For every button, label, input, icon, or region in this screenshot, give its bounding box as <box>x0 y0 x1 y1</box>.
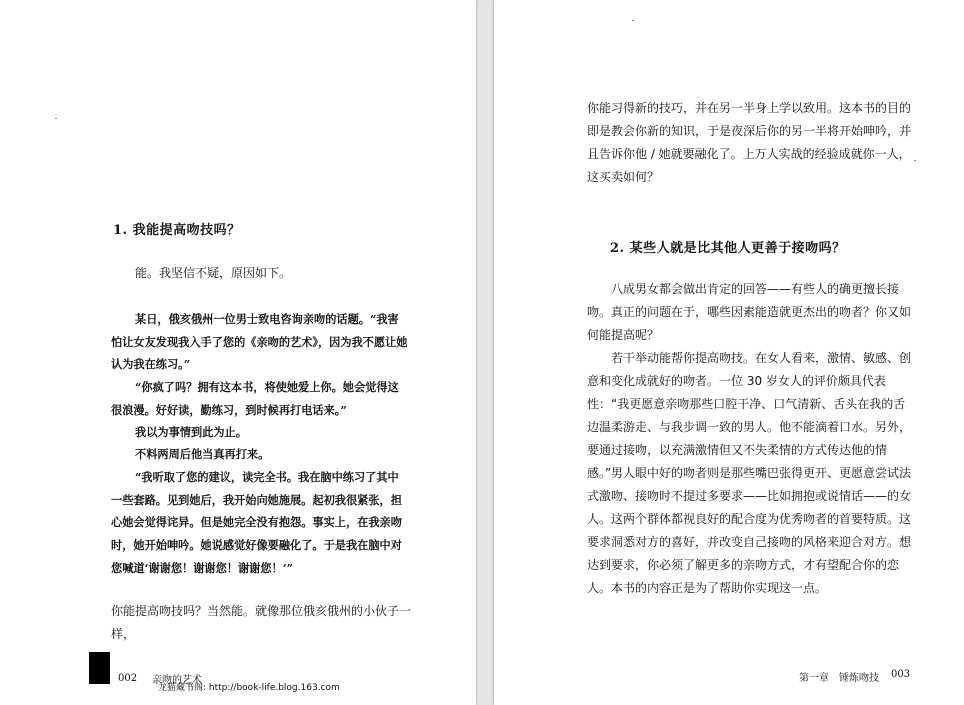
scan-speck <box>55 118 57 119</box>
page-edge-tab <box>89 652 110 684</box>
chapter-title: 第一章 锤炼吻技 <box>799 673 879 684</box>
page-number: 002 <box>118 673 138 684</box>
scan-speck <box>914 160 916 161</box>
scan-speck <box>632 20 634 21</box>
left-page <box>0 0 476 705</box>
closing-paragraph: 你能提高吻技吗？当然能。就像那位俄亥俄州的小伙子一样， <box>111 604 412 641</box>
section-heading-2: 2. 某些人就是比其他人更善于接吻吗？ <box>610 241 846 256</box>
source-watermark: 龙猫藏书阁: http://book-life.blog.163.com <box>158 683 340 693</box>
quote-paragraph: 不料两周后他当真再打来。 <box>135 447 270 461</box>
body-paragraph: 八成男女都会做出肯定的回答——有些人的确更擅长接吻。真正的问题在于，哪些因素能造就更杰出的吻者？你又如何能提高呢？ <box>587 282 912 342</box>
page-number: 003 <box>891 669 911 680</box>
right-page <box>494 0 964 705</box>
quote-paragraph: 某日，俄亥俄州一位男士致电咨询亲吻的话题。“我害怕让女友发现我入手了您的《亲吻的艺术》，因为我不愿让她认为我在练习。” <box>111 312 408 372</box>
book-title: 亲吻的艺术 <box>152 675 202 686</box>
continuation-paragraph: 你能习得新的技巧，并在另一半身上学以致用。这本书的目的即是教会你新的知识，于是夜深后你的另一半将开始呻吟，并且告诉你他 / 她就要融化了。上万人实战的经验成就你一人，这买卖如何？ <box>587 101 912 184</box>
intro-paragraph: 能。我坚信不疑，原因如下。 <box>135 266 292 280</box>
body-paragraph: 男人眼中好的吻者则是那些嘴巴张得更开、更愿意尝试法式激吻、接吻时不提过多要求——比如拥抱或说情话——的女人。 <box>587 466 912 526</box>
quote-paragraph: “你疯了吗？拥有这本书，将使她爱上你。她会觉得这很浪漫。好好读，勤练习，到时候再打电话来。” <box>111 380 399 417</box>
section-heading-1: 1. 我能提高吻技吗？ <box>113 223 241 238</box>
body-paragraph: 这两个群体都视良好的配合度为优秀吻者的首要特质。这要求洞悉对方的喜好，并改变自己接吻的风格来迎合对方。想达到要求，你必须了解更多的亲吻方式，才有望配合你的恋人。本书的内容正是为了帮助你实现这一点。 <box>587 512 912 595</box>
body-paragraph: 若干举动能帮你提高吻技。在女人看来，激情、敏感、创意和变化成就好的吻者。一位 30 岁女人的评价颇具代表性：“我更愿意亲吻那些口腔干净、口气清新、舌头在我的舌边温柔游走、与我步调一致的男人。他不能滴着口水。另外，要通过接吻，以充满激情但又不失柔情的方式传达他的情感。” <box>587 351 912 480</box>
quote-paragraph: 我以为事情到此为止。 <box>135 425 247 439</box>
quote-paragraph: “我听取了您的建议，读完全书。我在脑中练习了其中一些套路。见到她后，我开始向她施展。起初我很紧张，担心她会觉得诧异。但是她完全没有抱怨。事实上，在我亲吻时，她开始呻吟。她说感觉好像要融化了。于是我在脑中对您喊道‘谢谢您！谢谢您！谢谢您！’” <box>111 470 402 575</box>
